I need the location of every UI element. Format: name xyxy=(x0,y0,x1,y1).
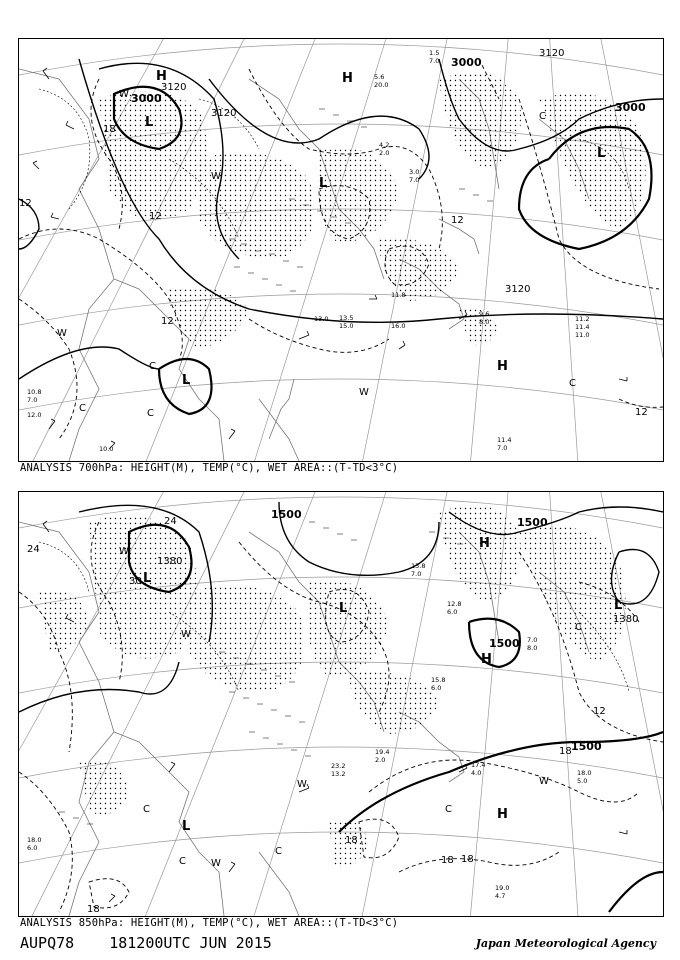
warm-marker: W xyxy=(297,779,307,790)
station-value: 13.0 xyxy=(314,315,329,323)
warm-marker: W xyxy=(211,858,221,869)
station-value: 11.0 xyxy=(575,331,590,339)
station-value: 6.0 xyxy=(27,844,38,852)
station-value: 5.0 xyxy=(577,777,588,785)
station-value: 13.2 xyxy=(331,770,346,778)
station-value: 8.0 xyxy=(527,644,538,652)
cold-marker: C xyxy=(149,361,156,372)
height-label: 3000 xyxy=(131,92,162,105)
warm-marker: W xyxy=(539,776,549,787)
map-700hpa xyxy=(19,39,663,461)
temp-label: 24 xyxy=(27,544,40,555)
cold-marker: C xyxy=(147,408,154,419)
map-850hpa xyxy=(19,492,663,916)
station-value: 4.2 xyxy=(379,141,390,149)
temp-label: 30 xyxy=(129,576,142,587)
station-value: 12.0 xyxy=(27,411,42,419)
station-value: 20.0 xyxy=(374,81,389,89)
station-value: 18.0 xyxy=(577,769,592,777)
wet-areas xyxy=(39,505,626,867)
temp-label: 12 xyxy=(635,407,648,418)
station-value: 1.5 xyxy=(429,49,440,57)
station-value: 13.8 xyxy=(411,562,426,570)
temp-label: 18 xyxy=(559,746,572,757)
station-value: 11.4 xyxy=(575,323,590,331)
cold-marker: C xyxy=(179,856,186,867)
warm-marker: W xyxy=(211,171,221,182)
station-value: 7.0 xyxy=(497,444,508,452)
temp-label: 12 xyxy=(593,706,606,717)
temp-label: 18 xyxy=(345,835,358,846)
low-center-marker: L xyxy=(614,598,623,613)
station-value: 9.6 xyxy=(479,310,490,318)
low-center-marker: L xyxy=(182,819,191,834)
warm-marker: W xyxy=(181,629,191,640)
temp-label: 24 xyxy=(164,516,177,527)
height-label: 1500 xyxy=(271,508,302,521)
height-label: 1380 xyxy=(613,614,639,625)
station-value: 17.4 xyxy=(471,761,486,769)
station-value: 12.8 xyxy=(447,600,462,608)
high-center-marker: H xyxy=(342,71,353,86)
low-center-marker: L xyxy=(145,115,154,130)
cold-marker: C xyxy=(575,622,582,633)
station-value: 4.7 xyxy=(495,892,506,900)
station-value: 11.2 xyxy=(575,315,590,323)
height-label: 3000 xyxy=(451,56,482,69)
agency-name: Japan Meteorological Agency xyxy=(475,937,656,950)
warm-marker: W xyxy=(119,546,129,557)
station-value: 19.4 xyxy=(375,748,390,756)
station-value: 19.0 xyxy=(495,884,510,892)
high-center-marker: H xyxy=(481,652,492,667)
caption-850hpa: ANALYSIS 850hPa: HEIGHT(M), TEMP(°C), WET AREA::(T-TD<3°C) xyxy=(20,917,399,929)
height-label: 3000 xyxy=(615,101,646,114)
low-center-marker: L xyxy=(597,146,606,161)
station-value: 10.8 xyxy=(27,388,42,396)
station-value: 4.0 xyxy=(471,769,482,777)
temp-label: 18 xyxy=(103,124,116,135)
station-value: 16.0 xyxy=(391,322,406,330)
station-value: 10.0 xyxy=(99,445,114,453)
station-value: 8.0 xyxy=(479,318,490,326)
low-center-marker: L xyxy=(143,571,152,586)
height-label: 1380 xyxy=(157,556,183,567)
high-center-marker: H xyxy=(497,359,508,374)
height-label: 3120 xyxy=(211,108,237,119)
warm-marker: W xyxy=(359,387,369,398)
cold-marker: C xyxy=(79,403,86,414)
cold-marker: C xyxy=(539,111,546,122)
height-label: 1500 xyxy=(489,637,520,650)
map-panel-850hpa xyxy=(18,491,664,917)
station-value: 15.0 xyxy=(339,322,354,330)
caption-700hpa: ANALYSIS 700hPa: HEIGHT(M), TEMP(°C), WET AREA::(T-TD<3°C) xyxy=(20,462,399,474)
temp-label: 18 xyxy=(87,904,100,915)
height-label: 3120 xyxy=(161,82,187,93)
station-value: 3.0 xyxy=(409,168,420,176)
map-panel-700hpa xyxy=(18,38,664,462)
temp-label: 12 xyxy=(451,215,464,226)
cold-marker: C xyxy=(445,804,452,815)
temp-label: 18 xyxy=(461,854,474,865)
warm-marker: W xyxy=(57,328,67,339)
station-value: 2.0 xyxy=(379,149,390,157)
chart-identifier xyxy=(20,934,298,952)
station-value: 11.4 xyxy=(497,436,512,444)
valid-time: 181200UTC JUN 2015 xyxy=(109,934,272,952)
station-value: 5.6 xyxy=(374,73,385,81)
temp-label: 18 xyxy=(441,855,454,866)
cold-marker: C xyxy=(143,804,150,815)
station-value: 18.0 xyxy=(27,836,42,844)
height-label: 1500 xyxy=(571,740,602,753)
height-label: 1500 xyxy=(517,516,548,529)
height-label: 3120 xyxy=(539,48,565,59)
temp-label: 12 xyxy=(161,316,174,327)
high-center-marker: H xyxy=(479,536,490,551)
cold-marker: C xyxy=(275,846,282,857)
station-value: 7.0 xyxy=(429,57,440,65)
station-value: 7.0 xyxy=(527,636,538,644)
warm-marker: W xyxy=(119,89,129,100)
chart-code: AUPQ78 xyxy=(20,934,75,952)
high-center-marker: H xyxy=(156,69,167,84)
temp-label: 12 xyxy=(19,198,32,209)
station-value: 6.0 xyxy=(431,684,442,692)
cold-marker: C xyxy=(569,378,576,389)
temp-label: 12 xyxy=(149,211,162,222)
high-center-marker: H xyxy=(497,807,508,822)
station-value: 15.8 xyxy=(431,676,446,684)
station-value: 13.5 xyxy=(339,314,354,322)
station-value: 7.0 xyxy=(27,396,38,404)
station-value: 11.8 xyxy=(391,291,406,299)
height-label: 3120 xyxy=(505,284,531,295)
station-value: 6.0 xyxy=(447,608,458,616)
station-value: 2.0 xyxy=(375,756,386,764)
low-center-marker: L xyxy=(182,373,191,388)
station-value: 7.0 xyxy=(411,570,422,578)
station-value: 23.2 xyxy=(331,762,346,770)
low-center-marker: L xyxy=(319,176,328,191)
low-center-marker: L xyxy=(339,601,348,616)
station-value: 7.0 xyxy=(409,176,420,184)
